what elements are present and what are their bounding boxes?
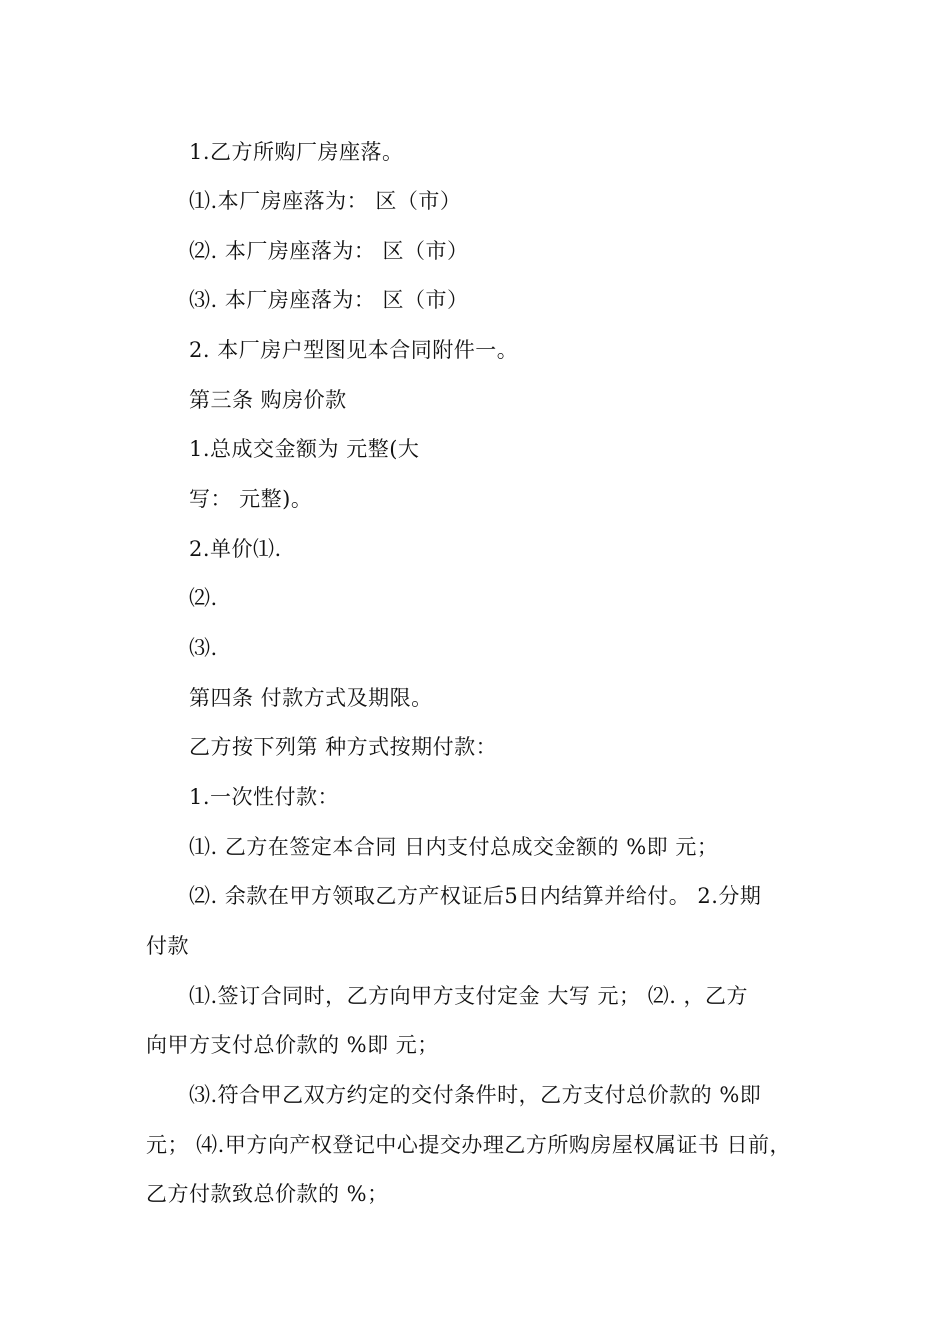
clause-line-21: 元； ⑷.甲方向产权登记中心提交办理乙方所购房屋权属证书 日前，: [146, 1133, 792, 1157]
clause-line-16: ⑵. 余款在甲方领取乙方产权证后5日内结算并给付。 2.分期: [189, 884, 762, 908]
clause-line-5: 2. 本厂房户型图见本合同附件一。: [189, 338, 519, 362]
clause-line-2: ⑴.本厂房座落为： 区（市）: [189, 189, 462, 213]
clause-line-17: 付款: [146, 934, 189, 958]
article-heading-3: 第三条 购房价款: [189, 388, 347, 412]
clause-line-8: 写： 元整)。: [189, 487, 313, 511]
clause-line-3: ⑵. 本厂房座落为： 区（市）: [189, 239, 469, 263]
clause-line-1: 1.乙方所购厂房座落。: [189, 140, 404, 164]
clause-line-22: 乙方付款致总价款的 %；: [146, 1182, 389, 1206]
clause-line-14: 1.一次性付款：: [189, 785, 340, 809]
clause-line-15: ⑴. 乙方在签定本合同 日内支付总成交金额的 %即 元；: [189, 835, 719, 859]
clause-line-9: 2.单价⑴.: [189, 537, 282, 561]
clause-line-18: ⑴.签订合同时，乙方向甲方支付定金 大写 元； ⑵. ，乙方: [189, 984, 749, 1008]
clause-line-19: 向甲方支付总价款的 %即 元；: [146, 1033, 439, 1057]
clause-line-13: 乙方按下列第 种方式按期付款：: [189, 735, 498, 759]
article-heading-4: 第四条 付款方式及期限。: [189, 686, 433, 710]
clause-line-7: 1.总成交金额为 元整(大: [189, 437, 420, 461]
clause-line-20: ⑶.符合甲乙双方约定的交付条件时，乙方支付总价款的 %即: [189, 1083, 762, 1107]
clause-line-11: ⑶.: [189, 636, 218, 660]
clause-line-4: ⑶. 本厂房座落为： 区（市）: [189, 288, 469, 312]
clause-line-10: ⑵.: [189, 586, 218, 610]
